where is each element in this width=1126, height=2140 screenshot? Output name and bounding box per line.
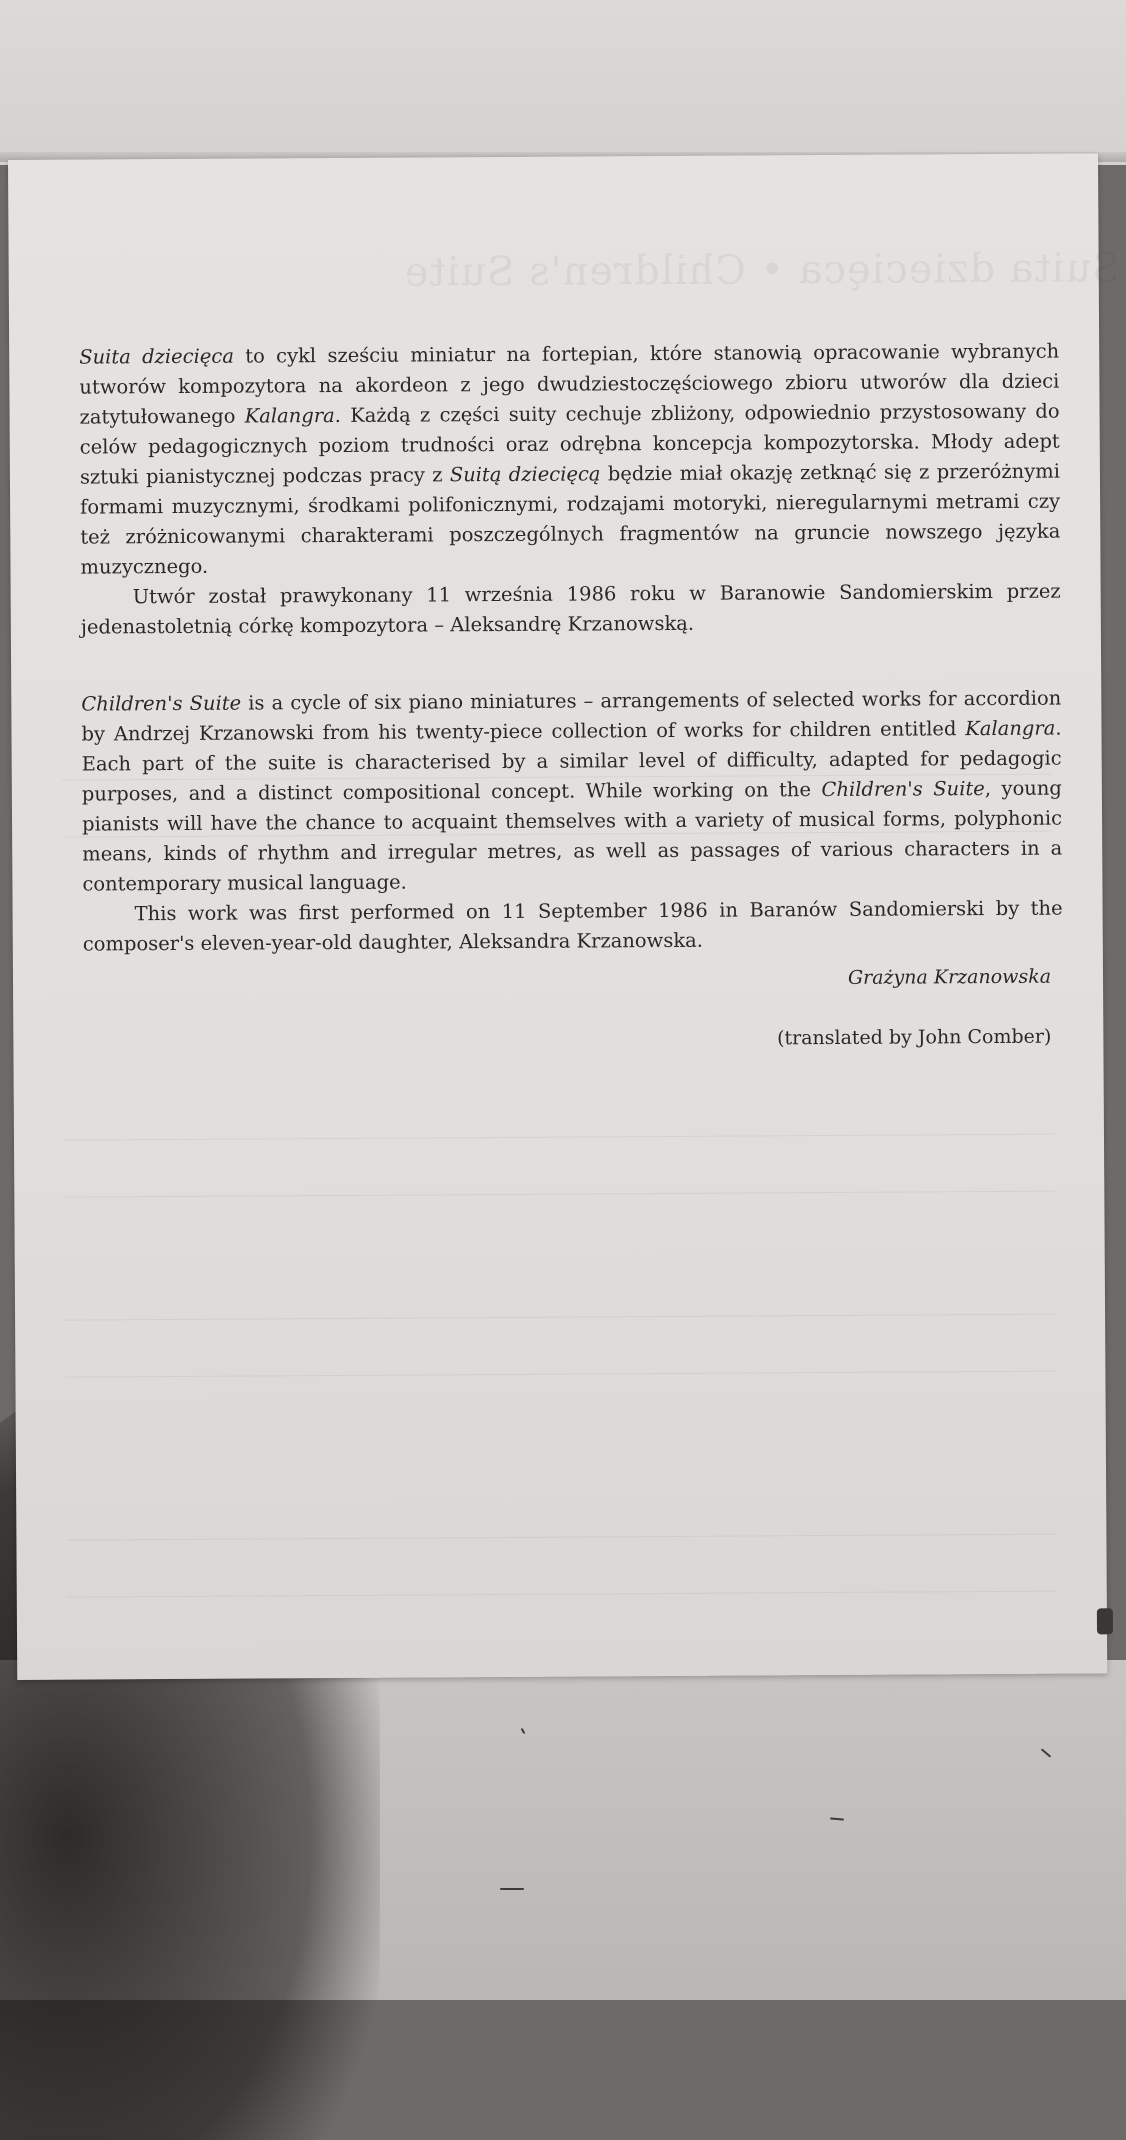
translator-credit: (translated by John Comber) bbox=[776, 1025, 1052, 1050]
page-clip bbox=[1097, 1608, 1113, 1634]
italic-title: Suitą dziecięcą bbox=[449, 462, 601, 487]
italic-title: Suita dziecięca bbox=[79, 344, 234, 369]
italic-title: Kalangra bbox=[965, 716, 1056, 741]
document-page bbox=[8, 153, 1120, 1680]
author-signature: Grażyna Krzanowska bbox=[847, 965, 1052, 989]
italic-title: Kalangra bbox=[244, 404, 335, 428]
surface-mark bbox=[500, 1888, 524, 1890]
polish-paragraph-1: Suita dziecięca to cykl sześciu miniatur na fortepian, które stanowią opracowanie wybranych utworów kompozytora na akordeon z jego dwudziestoczęściowego zbioru utworów dla dzieci zatytułowanego Kalangra. Każdą z części suity cechuje zbliżony, odpowiednio przystosowany do celów pedagogicznych poziom trudności oraz odrębna koncepcja kompozytorska. Młody adept sztuki pianistycznej podczas pracy z Suitą dziecięcą będzie miał okazję zetknąć się z przeróżnymi formami muzycznymi, środkami polifonicznymi, rodzajami motoryki, nieregularnymi metrami czy też zróżnicowanymi charakterami poszczególnych fragmentów na gruncie nowszego języka muzycznego. bbox=[79, 339, 1061, 579]
italic-title: Children's Suite bbox=[821, 777, 985, 802]
italic-title: Children's Suite bbox=[81, 691, 242, 716]
bleed-through-title: Suita dziecięca • Children's Suite bbox=[403, 245, 1120, 296]
polish-text bbox=[79, 337, 1061, 643]
english-paragraph-2: This work was first performed on 11 September 1986 in Baranów Sandomierski by the composer's eleven-year-old daughter, Aleksandra Krzanowska. bbox=[82, 896, 1063, 956]
polish-paragraph-2: Utwór został prawykonany 11 września 1986 roku w Baranowie Sandomierskim przez jedenastoletnią córkę kompozytora – Aleksandrę Krzanowską. bbox=[80, 579, 1061, 639]
english-text bbox=[81, 684, 1063, 960]
english-paragraph-1: Children's Suite is a cycle of six piano miniatures – arrangements of selected works for accordion by Andrzej Krzanowski from his twenty-piece collection of works for children entitled Kalangra. Each part of the suite is characterised by a similar level of difficulty, adapted for pedagogic purposes, and a distinct compositional concept. While working on the Children's Suite, young pianists will have the chance to acquaint themselves with a variety of musical forms, polyphonic means, kinds of rhythm and irregular metres, as well as passages of various characters in a contemporary musical language. bbox=[81, 686, 1063, 896]
background-sheet bbox=[0, 0, 1126, 165]
